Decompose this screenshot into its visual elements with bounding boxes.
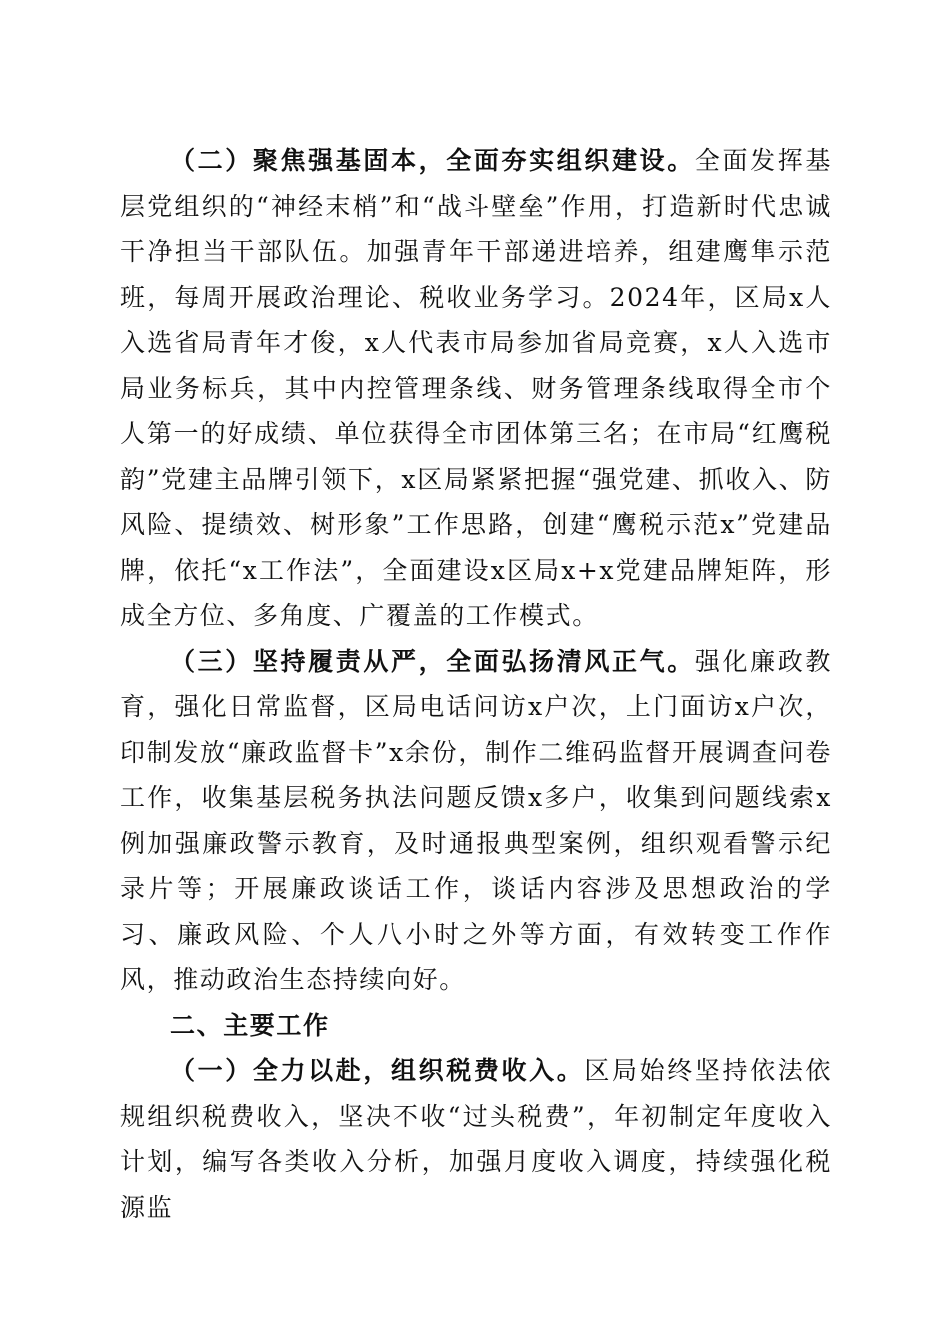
paragraph-organization-building xyxy=(120,138,832,639)
document-body xyxy=(120,138,832,1230)
paragraph-lead: （一）全力以赴，组织税费收入。 xyxy=(170,1056,585,1085)
paragraph-integrity xyxy=(120,639,832,1003)
paragraph-lead: （三）坚持履责从严，全面弘扬清风正气。 xyxy=(170,646,695,676)
paragraph-tax-revenue xyxy=(120,1048,832,1230)
paragraph-text: 区局始终坚持依法依规组织税费收入，坚决不收“过头税费”，年初制定年度收入计划，编写各类收入分析，加强月度收入调度，持续强化税源监 xyxy=(120,1056,832,1222)
paragraph-lead: （二）聚焦强基固本，全面夯实组织建设。 xyxy=(170,146,695,175)
section-heading: 二、主要工作 xyxy=(170,1010,330,1040)
paragraph-text: 全面发挥基层党组织的“神经末梢”和“战斗壁垒”作用，打造新时代忠诚干净担当干部队伍。加强青年干部递进培养，组建鹰隼示范班，每周开展政治理论、税收业务学习。2024年，区局x人入选省局青年才俊，x人代表市局参加省局竞赛，x人入选市局业务标兵，其中内控管理条线、财务管理条线取得全市个人第一的好成绩、单位获得全市团体第三名；在市局“红鹰税韵”党建主品牌引领下，x区局紧紧把握“强党建、抓收入、防风险、提绩效、树形象”工作思路，创建“鹰税示范x”党建品牌，依托“x工作法”，全面建设x区局x+x党建品牌矩阵，形成全方位、多角度、广覆盖的工作模式。 xyxy=(120,146,832,630)
paragraph-text: 强化廉政教育，强化日常监督，区局电话问访x户次，上门面访x户次，印制发放“廉政监督卡”x余份，制作二维码监督开展调查问卷工作，收集基层税务执法问题反馈x多户，收集到问题线索x例加强廉政警示教育，及时通报典型案例，组织观看警示纪录片等；开展廉政谈话工作，谈话内容涉及思想政治的学习、廉政风险、个人八小时之外等方面，有效转变工作作风，推动政治生态持续向好。 xyxy=(120,646,832,994)
